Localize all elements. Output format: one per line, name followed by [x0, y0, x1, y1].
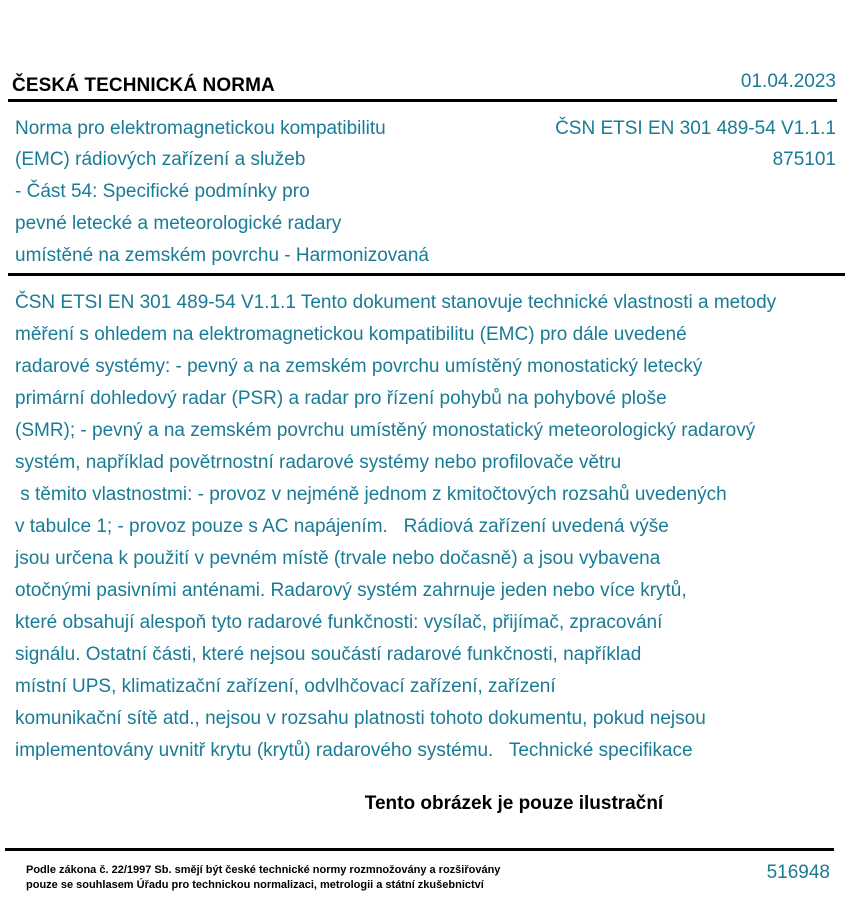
abstract-line: implementovány uvnitř krytu (krytů) radarového systému. Technické specifikace	[15, 740, 693, 761]
document-id: 516948	[766, 862, 830, 883]
document-type-title: ČESKÁ TECHNICKÁ NORMA	[12, 75, 275, 96]
legal-notice-line: Podle zákona č. 22/1997 Sb. smějí být české technické normy rozmnožovány a rozšiřovány	[26, 864, 501, 876]
footer-divider	[5, 848, 834, 851]
standard-title-line: - Část 54: Specifické podmínky pro	[15, 181, 310, 202]
abstract-line: primární dohledový radar (PSR) a radar pro řízení pohybů na pohybové ploše	[15, 388, 667, 409]
standard-title-line: Norma pro elektromagnetickou kompatibilitu	[15, 118, 386, 139]
abstract-line: jsou určena k použití v pevném místě (trvale nebo dočasně) a jsou vybavena	[15, 548, 661, 569]
abstract-line: měření s ohledem na elektromagnetickou kompatibilitu (EMC) pro dále uvedené	[15, 324, 687, 345]
standard-title-line: pevné letecké a meteorologické radary	[15, 213, 342, 234]
illustration-notice: Tento obrázek je pouze ilustrační	[364, 793, 664, 814]
header-divider	[8, 99, 837, 102]
legal-notice-line: pouze se souhlasem Úřadu pro technickou normalizaci, metrologii a státní zkušebnictví	[26, 879, 484, 891]
standard-title-line: (EMC) rádiových zařízení a služeb	[15, 149, 306, 170]
abstract-line: místní UPS, klimatizační zařízení, odvlhčovací zařízení, zařízení	[15, 676, 556, 697]
publication-date: 01.04.2023	[740, 71, 836, 92]
abstract-line: komunikační sítě atd., nejsou v rozsahu platnosti tohoto dokumentu, pokud nejsou	[15, 708, 706, 729]
standard-number: ČSN ETSI EN 301 489-54 V1.1.1	[555, 118, 836, 139]
standard-title-line: umístěné na zemském povrchu - Harmonizovaná	[15, 245, 429, 266]
abstract-line: (SMR); - pevný a na zemském povrchu umístěný monostatický meteorologický radarový	[15, 420, 756, 441]
abstract-line: otočnými pasivními anténami. Radarový systém zahrnuje jeden nebo více krytů,	[15, 580, 687, 601]
abstract-line: ČSN ETSI EN 301 489-54 V1.1.1 Tento dokument stanovuje technické vlastnosti a metody	[15, 292, 777, 313]
title-divider	[8, 273, 845, 276]
classification-code: 875101	[772, 149, 836, 170]
abstract-line: které obsahují alespoň tyto radarové funkčnosti: vysílač, přijímač, zpracování	[15, 612, 663, 633]
abstract-line: radarové systémy: - pevný a na zemském povrchu umístěný monostatický letecký	[15, 356, 703, 377]
abstract-line: systém, například povětrnostní radarové systémy nebo profilovače větru	[15, 452, 622, 473]
abstract-line: s těmito vlastnostmi: - provoz v nejméně jednom z kmitočtových rozsahů uvedených	[15, 484, 727, 505]
abstract-line: signálu. Ostatní části, které nejsou součástí radarové funkčnosti, například	[15, 644, 642, 665]
abstract-line: v tabulce 1; - provoz pouze s AC napájením. Rádiová zařízení uvedená výše	[15, 516, 669, 537]
